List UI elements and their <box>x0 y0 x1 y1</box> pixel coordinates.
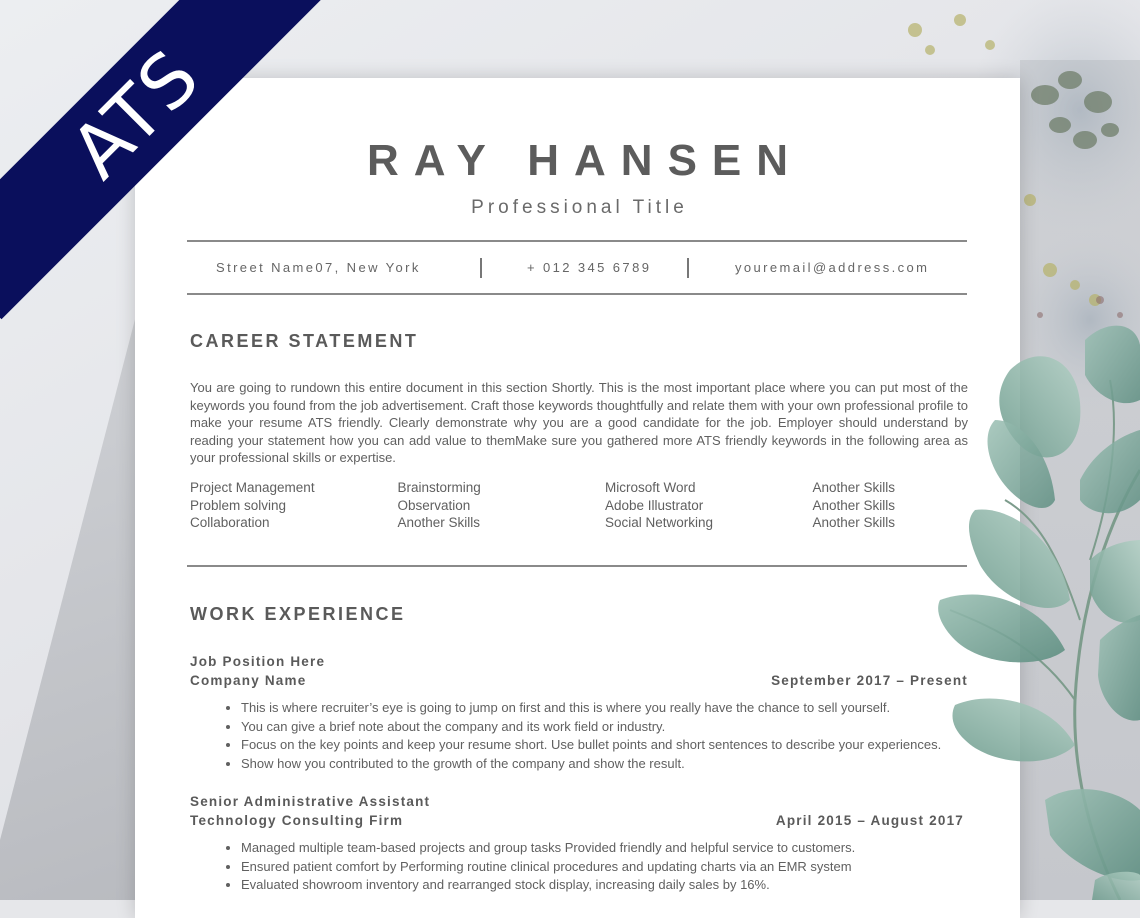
job-company: Company Name <box>190 673 307 688</box>
contact-address: Street Name07, New York <box>216 260 421 275</box>
ats-banner-label: ATS <box>54 33 217 196</box>
skill-item: Another Skills <box>397 515 481 530</box>
resume-page <box>135 78 1020 918</box>
section-divider <box>187 565 967 567</box>
skill-item: Microsoft Word <box>605 480 696 495</box>
list-item: • You can give a brief note about the company and its work field or industry. <box>241 718 981 737</box>
header-divider-bottom <box>187 293 967 295</box>
job-dates: September 2017 – Present <box>771 673 968 688</box>
skill-item: Brainstorming <box>397 480 481 495</box>
career-statement-heading: CAREER STATEMENT <box>190 331 419 351</box>
skill-item: Problem solving <box>190 497 287 513</box>
list-item: • This is where recruiter’s eye is going to jump on first and this is where you really have the chance to sell yourself. <box>241 699 981 718</box>
header-divider-top <box>187 240 967 242</box>
job-dates: April 2015 – August 2017 <box>775 813 964 828</box>
skill-item: Social Networking <box>605 515 714 530</box>
list-item: • Ensured patient comfort by Performing routine clinical procedures and updating charts via an EMR system <box>241 858 981 877</box>
job-position: Job Position Here <box>190 654 326 669</box>
skill-item: Adobe Illustrator <box>605 497 704 513</box>
job-bullet-list <box>213 839 981 895</box>
skill-item: Another Skills <box>812 497 896 513</box>
skills-grid <box>190 479 1020 532</box>
professional-title: Professional Title <box>471 197 688 218</box>
list-item: • Show how you contributed to the growth of the company and show the result. <box>241 755 981 774</box>
skill-item: Another Skills <box>812 515 896 530</box>
job-position: Senior Administrative Assistant <box>190 794 431 809</box>
career-statement-text: You are going to rundown this entire document in this section Shortly. This is the most important place where you can put most of the keywords you found from the job advertisement. Craft those keywords thoughtfully and relate them with your own professional profile to make your resume ATS friendly. Clearly demonstrate why you are a good candidate for the job. Employer should understand by reading your statement how you can add value to themMake sure you gathered more ATS friendly keywords in the following area as your professional skills or expertise. <box>190 380 968 465</box>
list-item: • Evaluated showroom inventory and rearranged stock display, increasing daily sales by 16%. <box>241 876 981 895</box>
skill-item: Another Skills <box>812 480 896 495</box>
skill-item: Collaboration <box>190 515 270 530</box>
skill-item: Project Management <box>190 480 315 495</box>
contact-separator <box>480 258 482 278</box>
background-shadow-right <box>1020 60 1140 900</box>
work-experience-heading: WORK EXPERIENCE <box>190 604 406 624</box>
list-item: • Managed multiple team-based projects and group tasks Provided friendly and helpful service to customers. <box>241 839 981 858</box>
list-item: • Focus on the key points and keep your resume short. Use bullet points and short sentences to describe your experiences. <box>241 736 981 755</box>
contact-phone: + 012 345 6789 <box>527 260 652 275</box>
skill-item: Observation <box>397 497 471 513</box>
job-bullet-list <box>213 699 981 773</box>
contact-email: youremail@address.com <box>735 260 930 275</box>
contact-separator <box>687 258 689 278</box>
resume-name: RAY HANSEN <box>366 136 804 185</box>
job-company: Technology Consulting Firm <box>190 813 404 828</box>
